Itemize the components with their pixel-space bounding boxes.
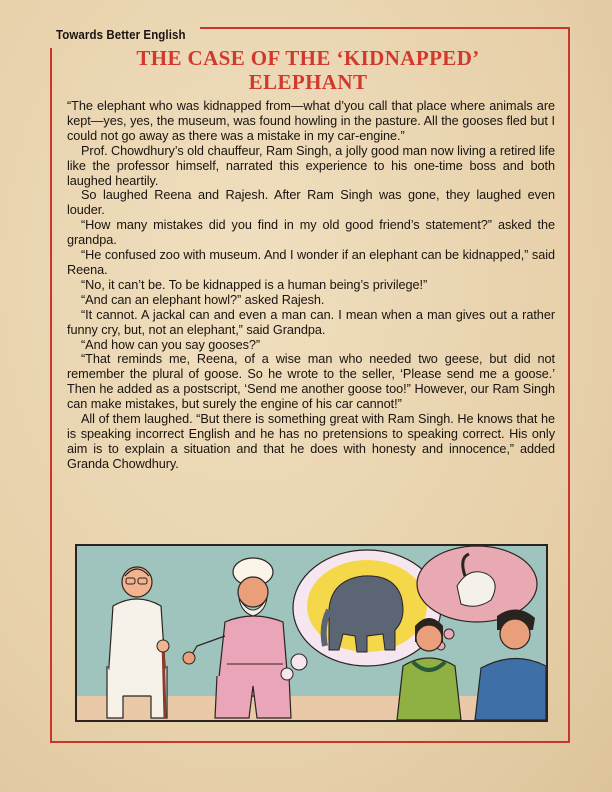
- paragraph: So laughed Reena and Rajesh. After Ram Singh was gone, they laughed even louder.: [67, 188, 555, 218]
- paragraph: “He confused zoo with museum. And I wonder if an elephant can be kidnapped,” said Reena.: [67, 248, 555, 277]
- title-line-1: THE CASE OF THE ‘KIDNAPPED’: [136, 46, 480, 70]
- paragraph: “That reminds me, Reena, of a wise man who needed two geese, but did not remember the plural of goose. So he wrote to the seller, ‘Please send me a goose.’ Then he added as a postscript, ‘Send me another goose too!” However, our Ram Singh can make mistakes, but surely the engine of his car cannot!”: [67, 352, 555, 412]
- story-illustration: [75, 544, 548, 722]
- paragraph: “The elephant who was kidnapped from—what d’you call that place where animals are kept—yes, yes, the museum, was found howling in the pasture. All the gooses fled but I could not go away as there was a mistake in my car-engine.”: [67, 99, 555, 143]
- section-label: Towards Better English: [56, 28, 186, 42]
- story-body: [67, 99, 555, 472]
- page-title: [60, 46, 556, 94]
- frame-left-rule: [50, 48, 52, 743]
- illustration-art: [77, 546, 546, 720]
- paragraph: Prof. Chowdhury’s old chauffeur, Ram Singh, a jolly good man now living a retired life like the professor himself, narrated this experience to his one-time boss and both laughed heartily.: [67, 143, 555, 188]
- paragraph: “No, it can’t be. To be kidnapped is a human being’s privilege!”: [81, 277, 428, 292]
- paragraph: “And can an elephant howl?” asked Rajesh.: [81, 292, 325, 307]
- paragraph: “How many mistakes did you find in my old good friend’s statement?” asked the grandpa.: [67, 218, 555, 248]
- paragraph: “And how can you say gooses?”: [81, 337, 261, 352]
- frame-top-rule: [200, 27, 570, 29]
- title-line-2: ELEPHANT: [248, 70, 368, 94]
- paragraph: All of them laughed. “But there is something great with Ram Singh. He knows that he is speaking incorrect English and he has no pretensions to speaking correct. His only aim is to explain a situation and that he does with honesty and innocence,” added Granda Chowdhury.: [67, 412, 555, 471]
- paragraph: “It cannot. A jackal can and even a man can. I mean when a man gives out a rather funny cry, but, not an elephant,” said Grandpa.: [67, 307, 555, 337]
